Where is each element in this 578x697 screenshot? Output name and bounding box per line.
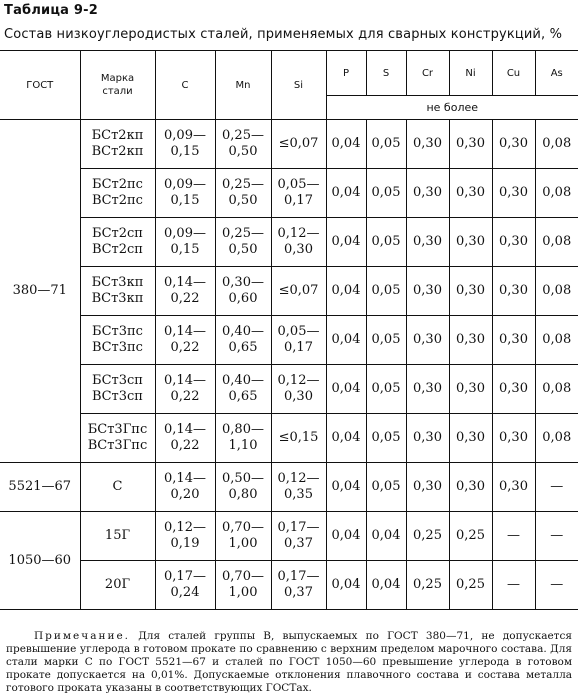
mn-cell: 0,40—0,65: [215, 365, 271, 414]
cu-cell: 0,30: [492, 169, 535, 218]
si-cell: 0,17—0,37: [271, 561, 326, 610]
s-cell: 0,04: [366, 512, 406, 561]
si-cell: 0,12—0,30: [271, 218, 326, 267]
si-cell: ≤0,07: [271, 267, 326, 316]
mn-cell: 0,70—1,00: [215, 512, 271, 561]
si-cell: 0,12—0,30: [271, 365, 326, 414]
s-cell: 0,04: [366, 561, 406, 610]
cr-cell: 0,30: [406, 463, 449, 512]
cr-cell: 0,30: [406, 267, 449, 316]
cu-cell: 0,30: [492, 267, 535, 316]
header-cr: Cr: [406, 51, 449, 96]
table-title: Таблица 9-2: [4, 3, 98, 18]
header-si: Si: [271, 51, 326, 120]
header-gost: ГОСТ: [0, 51, 80, 120]
header-mn: Mn: [215, 51, 271, 120]
p-cell: 0,04: [326, 218, 366, 267]
gost-cell: 1050—60: [0, 512, 80, 610]
p-cell: 0,04: [326, 316, 366, 365]
p-cell: 0,04: [326, 561, 366, 610]
as-cell: —: [535, 463, 578, 512]
c-cell: 0,14—0,22: [155, 316, 215, 365]
composition-table: [0, 50, 578, 610]
mn-cell: 0,25—0,50: [215, 169, 271, 218]
grade-cell: БСт2сп ВСт2сп: [80, 218, 155, 267]
as-cell: —: [535, 561, 578, 610]
note-text: Для сталей группы В, выпускаемых по ГОСТ 380—71, не допускается превышение углерода в готовом прокате по сравнению с верхним пределом марочного состава. Для стали марки С по ГОСТ 5521—67 и сталей по ГОСТ 1050—60 превышение углерода в готовом прокате допускается на 0,01%. Допускаемые отклонения плавочного состава и состава металла готового проката указаны в соответствующих ГОСТах.: [6, 630, 572, 694]
cu-cell: 0,30: [492, 414, 535, 463]
grade-cell: БСт3Гпс ВСт3Гпс: [80, 414, 155, 463]
as-cell: 0,08: [535, 316, 578, 365]
ni-cell: 0,30: [449, 267, 492, 316]
si-cell: 0,12—0,35: [271, 463, 326, 512]
mn-cell: 0,25—0,50: [215, 218, 271, 267]
si-cell: 0,17—0,37: [271, 512, 326, 561]
cr-cell: 0,30: [406, 414, 449, 463]
as-cell: 0,08: [535, 169, 578, 218]
table-row: [0, 414, 578, 463]
table-body: [0, 120, 578, 610]
c-cell: 0,09—0,15: [155, 218, 215, 267]
gost-cell: 5521—67: [0, 463, 80, 512]
grade-cell: С: [80, 463, 155, 512]
ni-cell: 0,30: [449, 218, 492, 267]
c-cell: 0,12—0,19: [155, 512, 215, 561]
cu-cell: 0,30: [492, 463, 535, 512]
c-cell: 0,09—0,15: [155, 169, 215, 218]
mn-cell: 0,30—0,60: [215, 267, 271, 316]
cr-cell: 0,30: [406, 169, 449, 218]
s-cell: 0,05: [366, 267, 406, 316]
mn-cell: 0,80—1,10: [215, 414, 271, 463]
cu-cell: 0,30: [492, 218, 535, 267]
p-cell: 0,04: [326, 169, 366, 218]
mn-cell: 0,40—0,65: [215, 316, 271, 365]
header-grade: Марка стали: [80, 51, 155, 120]
header-ni: Ni: [449, 51, 492, 96]
table-row: [0, 169, 578, 218]
ni-cell: 0,30: [449, 169, 492, 218]
cr-cell: 0,30: [406, 218, 449, 267]
c-cell: 0,09—0,15: [155, 120, 215, 169]
si-cell: ≤0,15: [271, 414, 326, 463]
header-limit: не более: [326, 96, 578, 120]
ni-cell: 0,30: [449, 414, 492, 463]
grade-cell: 15Г: [80, 512, 155, 561]
as-cell: 0,08: [535, 120, 578, 169]
cr-cell: 0,30: [406, 365, 449, 414]
s-cell: 0,05: [366, 218, 406, 267]
table-row: [0, 267, 578, 316]
as-cell: 0,08: [535, 218, 578, 267]
cr-cell: 0,30: [406, 120, 449, 169]
header-s: S: [366, 51, 406, 96]
cr-cell: 0,25: [406, 561, 449, 610]
as-cell: 0,08: [535, 414, 578, 463]
ni-cell: 0,30: [449, 120, 492, 169]
c-cell: 0,14—0,22: [155, 267, 215, 316]
note-lead: Примечание.: [34, 630, 131, 642]
gost-cell: 380—71: [0, 120, 80, 463]
ni-cell: 0,25: [449, 512, 492, 561]
grade-cell: 20Г: [80, 561, 155, 610]
s-cell: 0,05: [366, 463, 406, 512]
cr-cell: 0,25: [406, 512, 449, 561]
table-row: [0, 120, 578, 169]
header-c: C: [155, 51, 215, 120]
s-cell: 0,05: [366, 365, 406, 414]
s-cell: 0,05: [366, 169, 406, 218]
s-cell: 0,05: [366, 414, 406, 463]
as-cell: 0,08: [535, 365, 578, 414]
p-cell: 0,04: [326, 120, 366, 169]
grade-cell: БСт3кп ВСт3кп: [80, 267, 155, 316]
p-cell: 0,04: [326, 512, 366, 561]
cu-cell: —: [492, 512, 535, 561]
table-row: [0, 561, 578, 610]
grade-cell: БСт3пс ВСт3пс: [80, 316, 155, 365]
header-as: As: [535, 51, 578, 96]
table-note: [6, 630, 572, 695]
grade-cell: БСт3сп ВСт3сп: [80, 365, 155, 414]
mn-cell: 0,70—1,00: [215, 561, 271, 610]
table-row: [0, 512, 578, 561]
table-row: [0, 218, 578, 267]
p-cell: 0,04: [326, 414, 366, 463]
header-p: P: [326, 51, 366, 96]
si-cell: ≤0,07: [271, 120, 326, 169]
header-cu: Cu: [492, 51, 535, 96]
si-cell: 0,05—0,17: [271, 316, 326, 365]
mn-cell: 0,50—0,80: [215, 463, 271, 512]
c-cell: 0,14—0,22: [155, 414, 215, 463]
mn-cell: 0,25—0,50: [215, 120, 271, 169]
table-row: [0, 316, 578, 365]
s-cell: 0,05: [366, 120, 406, 169]
ni-cell: 0,30: [449, 463, 492, 512]
as-cell: —: [535, 512, 578, 561]
p-cell: 0,04: [326, 267, 366, 316]
c-cell: 0,17—0,24: [155, 561, 215, 610]
grade-cell: БСт2кп ВСт2кп: [80, 120, 155, 169]
p-cell: 0,04: [326, 365, 366, 414]
ni-cell: 0,30: [449, 365, 492, 414]
s-cell: 0,05: [366, 316, 406, 365]
as-cell: 0,08: [535, 267, 578, 316]
grade-cell: БСт2пс ВСт2пс: [80, 169, 155, 218]
table-row: [0, 365, 578, 414]
ni-cell: 0,30: [449, 316, 492, 365]
cu-cell: 0,30: [492, 120, 535, 169]
cu-cell: 0,30: [492, 365, 535, 414]
table-row: [0, 463, 578, 512]
cr-cell: 0,30: [406, 316, 449, 365]
table-subtitle: Состав низкоуглеродистых сталей, применяемых для сварных конструкций, %: [4, 27, 563, 42]
ni-cell: 0,25: [449, 561, 492, 610]
cu-cell: 0,30: [492, 316, 535, 365]
si-cell: 0,05—0,17: [271, 169, 326, 218]
c-cell: 0,14—0,20: [155, 463, 215, 512]
c-cell: 0,14—0,22: [155, 365, 215, 414]
cu-cell: —: [492, 561, 535, 610]
p-cell: 0,04: [326, 463, 366, 512]
